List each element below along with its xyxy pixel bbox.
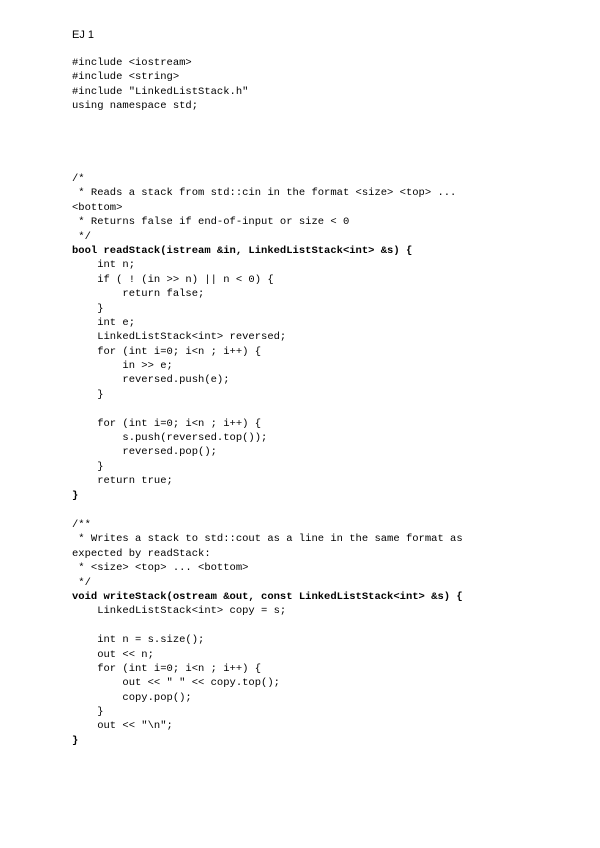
comment-line: /** (72, 519, 91, 531)
code-line: #include <string> (72, 71, 180, 84)
code-line (72, 619, 463, 633)
code-line (72, 402, 456, 416)
code-line: return false; (72, 288, 205, 301)
code-line: LinkedListStack<int> copy = s; (72, 605, 287, 618)
comment-line: * Returns false if end-of-input or size < 0 (72, 216, 350, 229)
write-stack-signature: void writeStack(ostream &out, const LinkedListStack<int> &s) { (72, 590, 463, 603)
closing-brace: } (72, 734, 79, 747)
code-line: for (int i=0; i<n ; i++) { (72, 662, 262, 675)
comment-line: * Writes a stack to std::cout as a line in the same format as (72, 533, 463, 546)
code-line: return true; (72, 475, 173, 488)
code-line: copy.pop(); (72, 691, 192, 704)
code-line: reversed.pop(); (72, 446, 217, 459)
comment-line: * <size> <top> ... <bottom> (72, 562, 249, 575)
code-line: in >> e; (72, 360, 173, 373)
comment-line: * Reads a stack from std::cin in the format <size> <top> ... (72, 187, 457, 200)
code-line: #include "LinkedListStack.h" (72, 85, 249, 98)
code-line: } (72, 388, 104, 401)
code-line: out << n; (72, 648, 154, 661)
code-line: out << "\n"; (72, 720, 173, 733)
comment-line: expected by readStack: (72, 547, 211, 560)
code-line: out << " " << copy.top(); (72, 677, 280, 690)
code-line: LinkedListStack<int> reversed; (72, 331, 287, 344)
read-stack-function (72, 172, 456, 503)
code-line: } (72, 706, 104, 719)
code-line: #include <iostream> (72, 57, 192, 69)
code-line: for (int i=0; i<n ; i++) { (72, 345, 262, 358)
read-stack-signature: bool readStack(istream &in, LinkedListStack<int> &s) { (72, 244, 413, 257)
comment-line: */ (72, 230, 91, 243)
code-line: int n = s.size(); (72, 634, 205, 647)
code-line: using namespace std; (72, 100, 199, 113)
comment-line: /* (72, 173, 85, 185)
exercise-heading: EJ 1 (72, 29, 95, 41)
comment-line: <bottom> (72, 201, 123, 214)
code-line: s.push(reversed.top()); (72, 432, 268, 445)
code-line: reversed.push(e); (72, 374, 230, 387)
code-line: } (72, 302, 104, 315)
code-line: } (72, 460, 104, 473)
code-line: for (int i=0; i<n ; i++) { (72, 417, 262, 430)
includes-block (72, 56, 248, 114)
comment-line: */ (72, 576, 91, 589)
code-line: int n; (72, 259, 136, 272)
code-line: int e; (72, 316, 136, 329)
closing-brace: } (72, 489, 79, 502)
write-stack-function (72, 518, 463, 748)
code-line: if ( ! (in >> n) || n < 0) { (72, 273, 274, 286)
